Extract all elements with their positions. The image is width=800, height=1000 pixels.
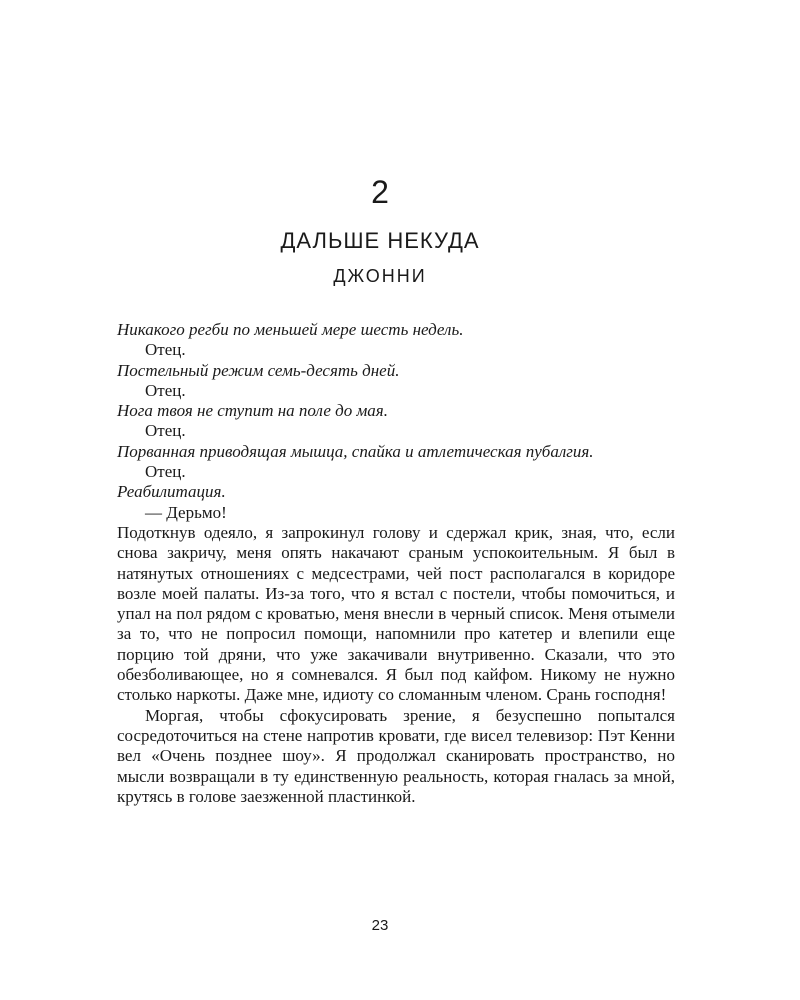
dialogue-line: Отец. — [145, 340, 186, 360]
page-number: 23 — [371, 917, 389, 934]
chapter-title: ДАЛЬШЕ НЕКУДА — [280, 228, 480, 253]
italic-line: Нога твоя не ступит на поле до мая. — [117, 401, 388, 421]
chapter-pov-name: ДЖОННИ — [333, 266, 427, 286]
dialogue-line: Отец. — [145, 421, 186, 441]
dialogue-line: Отец. — [145, 380, 186, 400]
italic-line: Порванная приводящая мышца, спайка и атлетическая пубалгия. — [117, 441, 594, 461]
chapter-number: 2 — [371, 174, 389, 210]
body-text — [117, 320, 675, 807]
paragraph: Моргая, чтобы сфокусировать зрение, я безуспешно попытался сосредоточиться на стене напротив кровати, где висел телевизор: Пэт Кенни вел «Очень позднее шоу». Я продолжал сканировать пространство, но мысли возвращали в ту единственную реальность, которая гналась за мной, крутясь в голове заезженной пластинкой. — [117, 705, 675, 806]
italic-line: Постельный режим семь-десять дней. — [117, 360, 400, 380]
italic-line: Никакого регби по меньшей мере шесть недель. — [117, 320, 464, 339]
paragraph: Подоткнув одеяло, я запрокинул голову и сдержал крик, зная, что, если снова закричу, меня опять накачают сраным успокоительным. Я был в натянутых отношениях с медсестрами, чей пост располагался в коридоре возле моей палаты. Из-за того, что я встал с постели, чтобы помочиться, и упал на пол рядом с кроватью, меня внесли в черный список. Меня отымели за то, что не попросил помощи, напомнили про катетер и влепили еще порцию той дряни, что уже закачивали внутривенно. Сказали, что это обезболивающее, но я сомневался. Я был под кайфом. Никому не нужно столько наркоты. Даже мне, идиоту со сломанным членом. Срань господня! — [117, 522, 675, 705]
dialogue-line: Отец. — [145, 462, 186, 482]
dialogue-line: — Дерьмо! — [145, 502, 227, 522]
italic-line: Реабилитация. — [117, 482, 226, 502]
